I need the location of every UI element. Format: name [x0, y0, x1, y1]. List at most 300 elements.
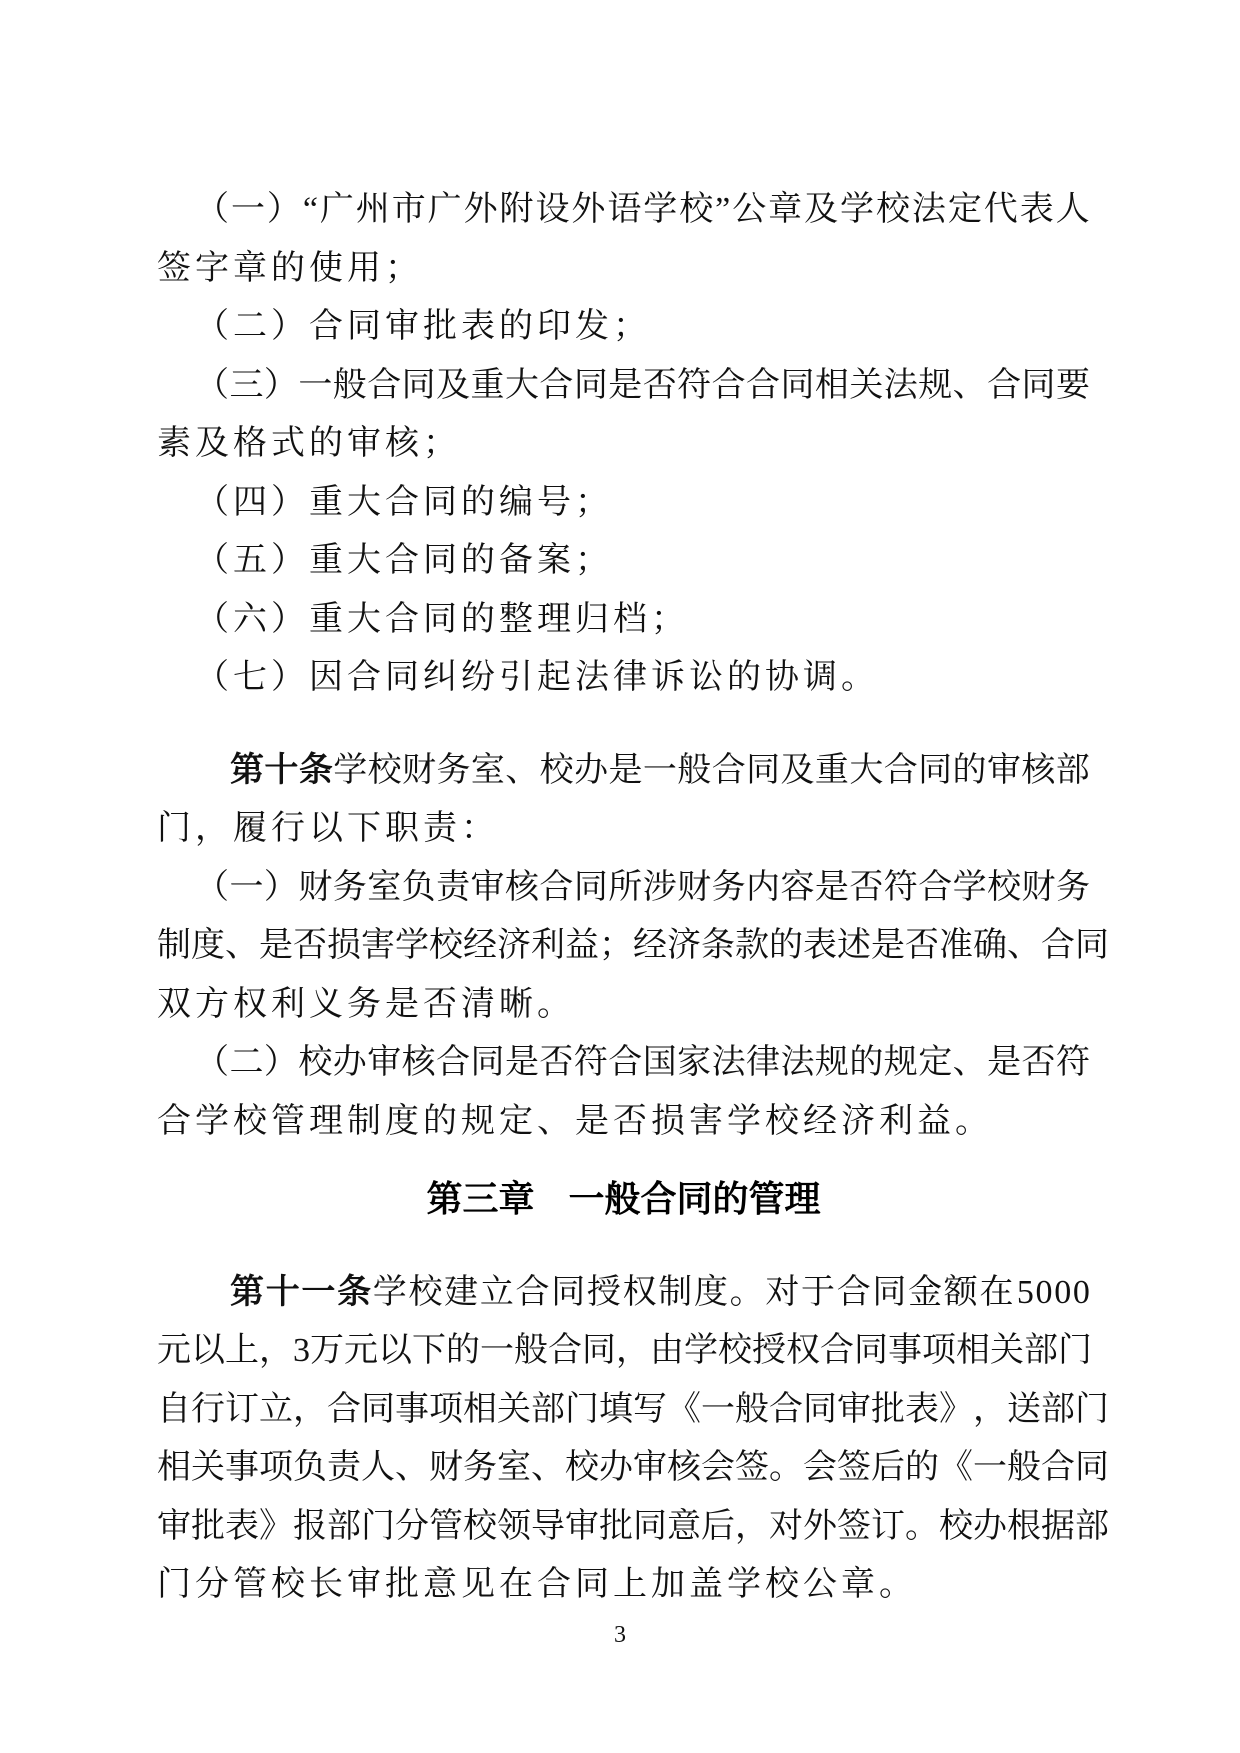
line-text: 万 — [310, 1332, 344, 1369]
line-text: ， — [259, 1332, 293, 1369]
line-text: 门 — [1058, 1332, 1092, 1369]
line-text: 否 — [905, 927, 939, 964]
line-text: ） — [263, 868, 298, 906]
line-text: 符 — [1055, 1044, 1090, 1081]
line-text: 财 — [429, 1449, 463, 1486]
line-text: 合 — [711, 366, 746, 404]
line-text: ， — [735, 1507, 769, 1545]
line-text: 财 — [402, 751, 437, 789]
line-text: 对 — [765, 1273, 800, 1311]
line-text: 表 — [1019, 191, 1054, 228]
line-text: 导 — [531, 1507, 565, 1545]
line-text: 同 — [803, 1390, 837, 1428]
line-text: 部 — [327, 1507, 361, 1545]
line-text: 州 — [355, 191, 390, 228]
line-text: 同 — [746, 751, 781, 789]
line-text: 部 — [531, 1390, 565, 1428]
line-text: 根 — [1007, 1507, 1041, 1545]
line-text: 素及格式的审核； — [157, 425, 461, 462]
line-text: ） — [263, 1044, 298, 1081]
line-text: 是 — [871, 927, 905, 964]
line-text: 核 — [1021, 751, 1056, 789]
line-text: 部 — [1055, 751, 1090, 789]
line-text: 填 — [599, 1390, 633, 1428]
line-text: 签 — [837, 1507, 871, 1545]
line-text: 于 — [801, 1273, 835, 1311]
line-text: 部 — [1075, 1507, 1109, 1545]
line-text: 自 — [157, 1390, 191, 1428]
line-text: 表 — [225, 1507, 259, 1545]
line-text: （四）重大合同的编号； — [195, 483, 613, 521]
line-text: 般 — [514, 1332, 548, 1369]
line-text: 同 — [780, 366, 815, 404]
line-text: ， — [293, 1390, 327, 1428]
line-text: 设 — [535, 191, 570, 228]
line-text: 门，履行以下职责： — [157, 810, 499, 847]
line-text: 签 — [837, 1449, 871, 1486]
line-text: 相 — [956, 1332, 990, 1369]
line-text: 后 — [701, 1507, 735, 1545]
line-text: 否 — [642, 366, 677, 404]
line-text: 报 — [293, 1507, 327, 1545]
article-number: 第 — [230, 751, 264, 789]
line-text: 审 — [470, 868, 505, 906]
line-text: 订 — [871, 1507, 905, 1545]
line-text: 、 — [952, 366, 987, 404]
line-text: 述 — [837, 927, 871, 964]
line-text: 核 — [504, 868, 539, 906]
line-text: 务 — [463, 1449, 497, 1486]
line-text: 合 — [548, 1332, 582, 1369]
line-text: 相 — [463, 1390, 497, 1428]
body-line — [157, 1264, 1090, 1323]
line-text: 外 — [803, 1507, 837, 1545]
line-text: “ — [302, 191, 318, 228]
line-text: ” — [715, 191, 731, 228]
line-text: 同 — [1021, 366, 1056, 404]
line-text: 同 — [573, 868, 608, 906]
article-number: 一 — [301, 1273, 336, 1311]
chapter-title: 一般合同的管理 — [568, 1179, 821, 1220]
line-text: 外 — [571, 191, 606, 228]
line-text: 人 — [1055, 191, 1090, 228]
line-text: 般 — [735, 1390, 769, 1428]
line-text: 的 — [446, 1332, 480, 1369]
line-text: 济 — [497, 927, 531, 964]
line-text: 是 — [504, 1044, 539, 1081]
line-text: 家 — [677, 1044, 712, 1081]
line-text: 立 — [479, 1273, 514, 1311]
line-text: 审 — [837, 1390, 871, 1428]
body-line — [157, 415, 1090, 474]
line-text: ） — [263, 366, 298, 404]
line-text: 额 — [943, 1273, 978, 1311]
page-body — [157, 181, 1109, 1615]
line-text: 关 — [497, 1390, 531, 1428]
article-number: 条 — [298, 751, 333, 789]
line-text: 校 — [429, 927, 463, 964]
line-text: 会 — [701, 1449, 735, 1486]
line-text: 财 — [1021, 868, 1056, 906]
body-line — [157, 649, 1090, 708]
line-text: 门分管校长审批意见在合同上加盖学校公章。 — [157, 1566, 917, 1603]
line-text: 校 — [539, 751, 574, 789]
line-text: 办 — [332, 1044, 367, 1081]
line-text: 规 — [918, 366, 953, 404]
line-text: 广 — [427, 191, 462, 228]
line-text: 写 — [633, 1390, 667, 1428]
line-text: 般 — [1007, 1449, 1041, 1486]
line-text: 校 — [875, 191, 910, 228]
line-text: 校 — [408, 1273, 443, 1311]
line-text: 合 — [836, 1273, 871, 1311]
line-text: 规 — [814, 1044, 849, 1081]
line-text: 符 — [573, 1044, 608, 1081]
body-line — [157, 1498, 1109, 1557]
line-text: 一 — [230, 191, 265, 228]
line-text: 相 — [814, 366, 849, 404]
body-line — [157, 532, 1090, 591]
body-line — [157, 917, 1109, 976]
line-text: 以 — [378, 1332, 412, 1369]
line-text: 校 — [367, 751, 402, 789]
line-text: 一 — [480, 1332, 514, 1369]
line-text: 权 — [622, 1273, 657, 1311]
line-text: 核 — [667, 1449, 701, 1486]
line-text: 同 — [470, 1044, 505, 1081]
line-text: 合 — [539, 366, 574, 404]
line-text: 订 — [225, 1390, 259, 1428]
line-text: 是 — [814, 868, 849, 906]
body-line — [157, 1556, 1090, 1615]
line-text: 害 — [361, 927, 395, 964]
line-text: 内 — [746, 868, 780, 906]
line-text: 授 — [752, 1332, 786, 1369]
article-number: 十 — [264, 751, 299, 789]
line-text: 合学校管理制度的规定、是否损害学校经济利益。 — [157, 1102, 993, 1140]
line-text: 要 — [1055, 366, 1090, 404]
line-text: 批 — [191, 1507, 225, 1545]
line-text: 项 — [922, 1332, 956, 1369]
line-text: 公 — [732, 191, 767, 228]
line-text: 行 — [191, 1390, 225, 1428]
line-text: 容 — [780, 868, 815, 906]
line-text: ， — [973, 1390, 1007, 1428]
line-text: 合 — [327, 1390, 361, 1428]
line-text: 表 — [905, 1390, 939, 1428]
line-text: 重 — [470, 366, 505, 404]
line-text: 涉 — [642, 868, 677, 906]
line-text: 审 — [633, 1449, 667, 1486]
chapter-number: 第三章 — [426, 1179, 535, 1220]
line-text: 同 — [401, 366, 436, 404]
line-text: 般 — [332, 366, 367, 404]
line-text: 合 — [711, 751, 746, 789]
chapter-heading — [157, 1171, 1090, 1230]
body-line — [157, 240, 1090, 299]
line-text: 度 — [693, 1273, 728, 1311]
line-text: 负 — [293, 1449, 327, 1486]
line-text: 是 — [608, 366, 643, 404]
line-text: 表 — [803, 927, 837, 964]
line-text: 责 — [436, 868, 471, 906]
line-text: 以 — [191, 1332, 225, 1369]
line-text: 关 — [191, 1449, 225, 1486]
line-text: 同 — [1075, 927, 1109, 964]
line-text: 校 — [298, 1044, 333, 1081]
line-text: 办 — [599, 1449, 633, 1486]
line-text: 济 — [667, 927, 701, 964]
line-text: 门 — [565, 1390, 599, 1428]
line-text: 财 — [677, 868, 712, 906]
line-text: 大 — [504, 366, 539, 404]
line-text: ； — [599, 927, 633, 964]
line-text: 一 — [229, 868, 264, 906]
line-text: 同 — [361, 1390, 395, 1428]
line-text: 学 — [333, 751, 368, 789]
line-text: 授 — [586, 1273, 621, 1311]
line-text: 的 — [769, 927, 803, 964]
line-text: 经 — [463, 927, 497, 964]
line-text: 否 — [293, 927, 327, 964]
line-text: 对 — [769, 1507, 803, 1545]
line-text: 事 — [888, 1332, 922, 1369]
line-text: （ — [195, 366, 229, 404]
line-text: 审 — [157, 1507, 191, 1545]
body-line — [157, 1034, 1090, 1093]
line-text: 金 — [908, 1273, 943, 1311]
body-line — [157, 976, 1090, 1035]
line-text: 关 — [990, 1332, 1024, 1369]
line-text: 0 — [1072, 1273, 1090, 1311]
line-text: 5 — [1016, 1273, 1034, 1311]
line-text: 校 — [987, 868, 1022, 906]
line-text: 校 — [718, 1332, 752, 1369]
line-text: 部 — [1024, 1332, 1058, 1369]
line-text: 同 — [918, 751, 953, 789]
line-text: 元 — [157, 1332, 191, 1369]
line-text: 校 — [939, 1507, 973, 1545]
line-text: 办 — [973, 1507, 1007, 1545]
line-text: 、 — [531, 1449, 565, 1486]
line-text: 批 — [599, 1507, 633, 1545]
body-line — [157, 298, 1090, 357]
line-text: 事 — [395, 1390, 429, 1428]
line-text: 一 — [642, 751, 677, 789]
line-text: 领 — [497, 1507, 531, 1545]
line-text: 0 — [1054, 1273, 1072, 1311]
line-text: 及 — [780, 751, 815, 789]
line-text: 否 — [1021, 1044, 1056, 1081]
line-text: 》 — [939, 1390, 973, 1428]
line-text: 的 — [905, 1449, 939, 1486]
line-text: 合 — [820, 1332, 854, 1369]
line-text: 合 — [1041, 927, 1075, 964]
line-text: 外 — [463, 191, 498, 228]
line-text: ， — [616, 1332, 650, 1369]
line-text: 项 — [259, 1449, 293, 1486]
line-text: 否 — [539, 1044, 574, 1081]
line-text: 由 — [650, 1332, 684, 1369]
line-text: 代 — [983, 191, 1018, 228]
line-text: （五）重大合同的备案； — [195, 542, 613, 579]
line-text: 合 — [1041, 1449, 1075, 1486]
line-text: 项 — [429, 1390, 463, 1428]
line-text: 门 — [1075, 1390, 1109, 1428]
line-text: 后 — [871, 1449, 905, 1486]
line-text: 务 — [332, 868, 367, 906]
line-text: （ — [195, 1044, 229, 1081]
line-text: 办 — [574, 751, 609, 789]
line-text: 《 — [667, 1390, 701, 1428]
line-text: 事 — [225, 1449, 259, 1486]
line-text: （七）因合同纠纷引起法律诉讼的协调。 — [195, 659, 879, 696]
line-text: 关 — [849, 366, 884, 404]
line-text: 同 — [854, 1332, 888, 1369]
line-text: 学 — [395, 927, 429, 964]
line-text: 合 — [367, 366, 402, 404]
line-text: 同 — [573, 366, 608, 404]
line-text: 三 — [229, 366, 264, 404]
line-text: 合 — [883, 751, 918, 789]
body-line — [157, 859, 1090, 918]
line-text: （ — [195, 191, 229, 228]
line-text: 合 — [539, 868, 574, 906]
line-text: 人 — [361, 1449, 395, 1486]
line-text: 同 — [1075, 1449, 1109, 1486]
line-text: 《 — [939, 1449, 973, 1486]
line-text: 般 — [677, 751, 712, 789]
line-text: 管 — [429, 1507, 463, 1545]
line-text: 校 — [565, 1449, 599, 1486]
line-text: 审 — [565, 1507, 599, 1545]
line-text: 律 — [746, 1044, 780, 1081]
line-text: 部 — [1041, 1390, 1075, 1428]
line-text: 。 — [729, 1273, 764, 1311]
line-text: 学 — [952, 868, 987, 906]
line-text: 权 — [786, 1332, 820, 1369]
line-text: 广 — [319, 191, 354, 228]
line-text: 确 — [973, 927, 1007, 964]
body-line — [157, 1381, 1109, 1440]
line-text: 合 — [436, 1044, 471, 1081]
line-text: （二）合同审批表的印发； — [195, 308, 651, 345]
line-text: 校 — [679, 191, 714, 228]
line-text: 。 — [905, 1507, 939, 1545]
line-text: 国 — [642, 1044, 677, 1081]
body-line — [157, 1093, 1090, 1152]
line-text: 符 — [883, 868, 918, 906]
line-text: 市 — [391, 191, 426, 228]
line-text: 一 — [973, 1449, 1007, 1486]
page-number: 3 — [614, 1622, 626, 1648]
line-text: 签字章的使用； — [157, 249, 423, 287]
clause-list-article9 — [157, 181, 1090, 708]
line-text: 3 — [293, 1332, 310, 1369]
line-text: 合 — [769, 1390, 803, 1428]
line-text: 财 — [298, 868, 333, 906]
body-line — [157, 800, 1090, 859]
line-text: 的 — [952, 751, 987, 789]
line-text: 定 — [918, 1044, 953, 1081]
line-text: 一 — [298, 366, 333, 404]
line-text: 及 — [804, 191, 839, 228]
line-text: 否 — [849, 868, 884, 906]
line-text: 、 — [395, 1449, 429, 1486]
body-line — [157, 474, 1090, 533]
line-text: 意 — [667, 1507, 701, 1545]
line-text: 室 — [497, 1449, 531, 1486]
line-text: 附 — [499, 191, 534, 228]
article11-block — [157, 1264, 1109, 1615]
line-text: 。 — [769, 1449, 803, 1486]
line-text: 同 — [551, 1273, 586, 1311]
line-text: 负 — [401, 868, 436, 906]
line-text: 合 — [515, 1273, 550, 1311]
line-text: 室 — [470, 751, 505, 789]
line-text: 章 — [768, 191, 803, 228]
line-text: 条 — [701, 927, 735, 964]
line-text: 审 — [367, 1044, 402, 1081]
line-text: 合 — [918, 868, 953, 906]
line-text: 语 — [607, 191, 642, 228]
line-text: 据 — [1041, 1507, 1075, 1545]
line-text: 规 — [883, 1044, 918, 1081]
line-text: 核 — [401, 1044, 436, 1081]
article-number: 十 — [265, 1273, 300, 1311]
line-text: 批 — [871, 1390, 905, 1428]
line-text: 学 — [840, 191, 874, 228]
body-line — [157, 357, 1090, 416]
line-text: 下 — [412, 1332, 446, 1369]
line-text: 二 — [229, 1044, 264, 1081]
line-text: 门 — [361, 1507, 395, 1545]
line-text: 制 — [157, 927, 191, 964]
line-text: 同 — [872, 1273, 907, 1311]
line-text: 0 — [1035, 1273, 1053, 1311]
line-text: 所 — [608, 868, 643, 906]
line-text: 室 — [367, 868, 402, 906]
line-text: 合 — [608, 1044, 643, 1081]
line-text: ） — [266, 191, 301, 228]
line-text: 利 — [531, 927, 565, 964]
line-text: 法 — [883, 366, 918, 404]
body-line — [157, 1322, 1090, 1381]
line-text: 立 — [259, 1390, 293, 1428]
line-text: 、 — [1007, 927, 1041, 964]
line-text: 符 — [677, 366, 712, 404]
line-text: （六）重大合同的整理归档； — [195, 600, 689, 638]
line-text: 重 — [814, 751, 849, 789]
line-text: 元 — [344, 1332, 378, 1369]
line-text: 相 — [157, 1449, 191, 1486]
line-text: 在 — [979, 1273, 1014, 1311]
line-text: 责 — [327, 1449, 361, 1486]
line-text: 学 — [643, 191, 678, 228]
line-text: 法 — [780, 1044, 815, 1081]
line-text: 制 — [658, 1273, 693, 1311]
line-text: 上 — [225, 1332, 259, 1369]
line-text: 是 — [259, 927, 293, 964]
line-text: 经 — [633, 927, 667, 964]
line-text: 是 — [608, 751, 643, 789]
line-text: 同 — [633, 1507, 667, 1545]
line-text: 校 — [463, 1507, 497, 1545]
line-text: 、 — [225, 927, 259, 964]
line-text: 大 — [849, 751, 884, 789]
line-text: 学 — [372, 1273, 407, 1311]
article-number: 第 — [230, 1273, 264, 1311]
